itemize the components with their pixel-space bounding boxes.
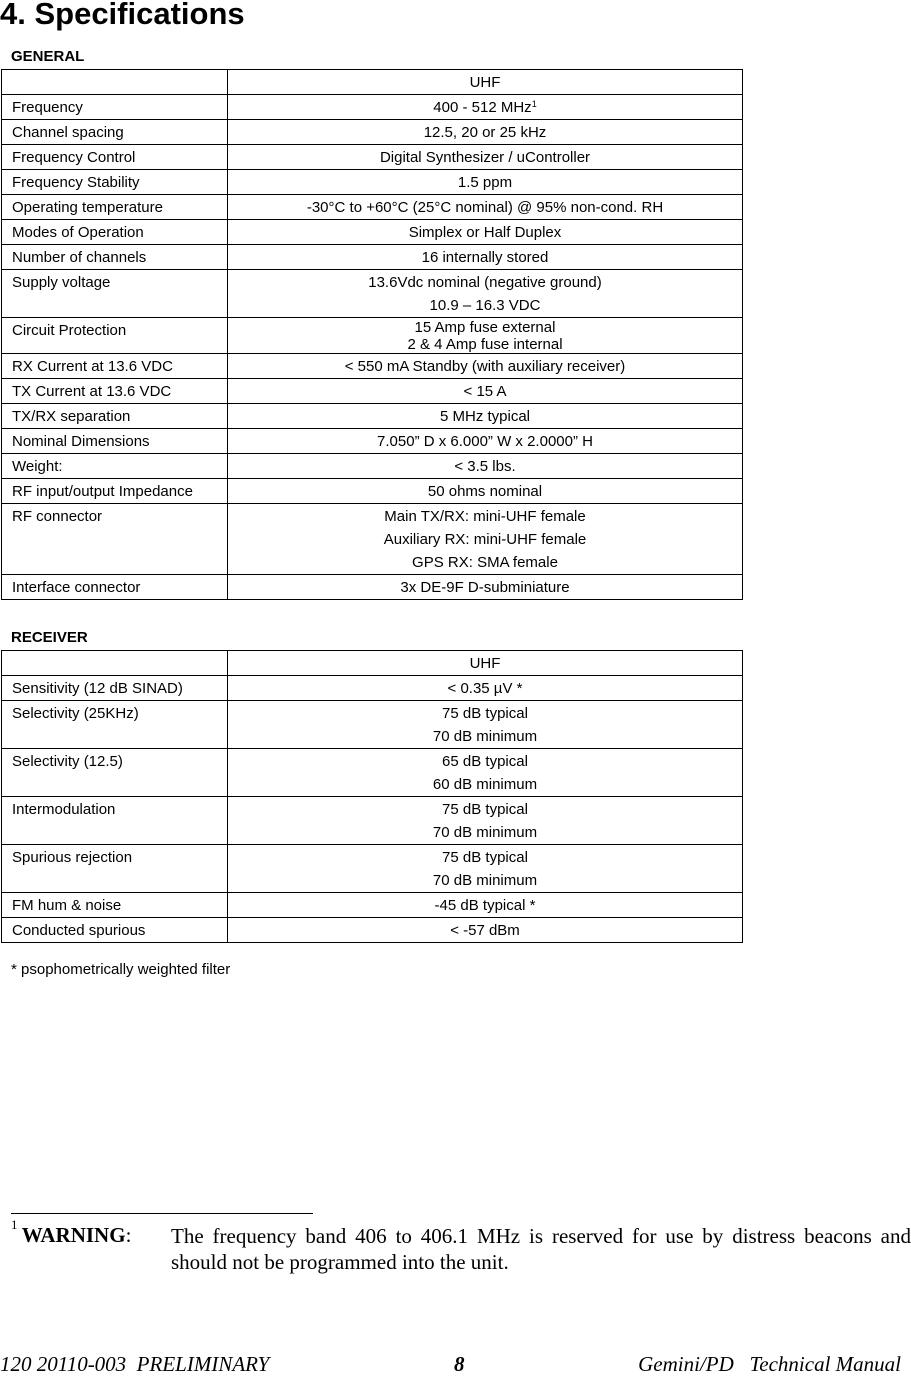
table-header-row bbox=[2, 70, 743, 95]
spec-value: < 3.5 lbs. bbox=[228, 454, 743, 479]
footer-doc-number: 120 20110-003 PRELIMINARY bbox=[0, 1352, 270, 1376]
table-row bbox=[2, 575, 743, 600]
spec-parameter: RF connector bbox=[2, 504, 228, 575]
table-row bbox=[2, 845, 743, 893]
table-row bbox=[2, 404, 743, 429]
table-row bbox=[2, 379, 743, 404]
table-row bbox=[2, 479, 743, 504]
table-row bbox=[2, 918, 743, 943]
spec-parameter: RF input/output Impedance bbox=[2, 479, 228, 504]
table-row bbox=[2, 454, 743, 479]
receiver-heading: RECEIVER bbox=[11, 629, 88, 646]
spec-parameter: Circuit Protection bbox=[2, 318, 228, 354]
spec-parameter: Operating temperature bbox=[2, 195, 228, 220]
table-row bbox=[2, 170, 743, 195]
table-row bbox=[2, 797, 743, 845]
table-row bbox=[2, 893, 743, 918]
spec-value: Main TX/RX: mini-UHF female Auxiliary RX: mini-UHF female GPS RX: SMA female bbox=[228, 504, 743, 575]
spec-parameter: Frequency Control bbox=[2, 145, 228, 170]
general-heading: GENERAL bbox=[11, 48, 85, 65]
footnote-colon: : bbox=[125, 1223, 132, 1247]
spec-parameter: RX Current at 13.6 VDC bbox=[2, 354, 228, 379]
footnote-label bbox=[11, 1217, 132, 1248]
spec-value: -30°C to +60°C (25°C nominal) @ 95% non-cond. RH bbox=[228, 195, 743, 220]
spec-value: 3x DE-9F D-subminiature bbox=[228, 575, 743, 600]
spec-parameter: Channel spacing bbox=[2, 120, 228, 145]
table-row bbox=[2, 270, 743, 318]
table-header-row bbox=[2, 651, 743, 676]
table-row bbox=[2, 245, 743, 270]
page-title: 4. Specifications bbox=[0, 0, 245, 31]
general-table-body bbox=[2, 70, 743, 600]
table-row bbox=[2, 504, 743, 575]
table-row bbox=[2, 354, 743, 379]
table-row bbox=[2, 701, 743, 749]
spec-parameter: Frequency Stability bbox=[2, 170, 228, 195]
spec-value: 400 - 512 MHz$^1$ bbox=[228, 95, 743, 120]
spec-value: 1.5 ppm bbox=[228, 170, 743, 195]
receiver-spec-table bbox=[1, 650, 743, 943]
table-row bbox=[2, 429, 743, 454]
spec-parameter: Modes of Operation bbox=[2, 220, 228, 245]
spec-value: Simplex or Half Duplex bbox=[228, 220, 743, 245]
table-row bbox=[2, 145, 743, 170]
footnote-reference: 1 bbox=[531, 99, 537, 109]
spec-parameter: Weight: bbox=[2, 454, 228, 479]
spec-parameter: Spurious rejection bbox=[2, 845, 228, 893]
spec-value: Digital Synthesizer / uController bbox=[228, 145, 743, 170]
table-header-empty-cell bbox=[2, 651, 228, 676]
footnote-warning: WARNING bbox=[21, 1223, 126, 1247]
table-row bbox=[2, 220, 743, 245]
spec-value: < 0.35 µV * bbox=[228, 676, 743, 701]
receiver-footnote-note: * psophometrically weighted filter bbox=[11, 961, 231, 978]
table-row bbox=[2, 676, 743, 701]
spec-value: < 550 mA Standby (with auxiliary receiver) bbox=[228, 354, 743, 379]
footnote-marker: 1 bbox=[11, 1217, 18, 1232]
spec-value: 15 Amp fuse external 2 & 4 Amp fuse internal bbox=[228, 318, 743, 354]
spec-parameter: Nominal Dimensions bbox=[2, 429, 228, 454]
table-row bbox=[2, 95, 743, 120]
spec-value: 5 MHz typical bbox=[228, 404, 743, 429]
footer-manual-title: Gemini/PD Technical Manual bbox=[638, 1352, 901, 1376]
spec-parameter: Selectivity (25KHz) bbox=[2, 701, 228, 749]
table-header-uhf: UHF bbox=[228, 70, 743, 95]
spec-parameter: Sensitivity (12 dB SINAD) bbox=[2, 676, 228, 701]
spec-parameter: Conducted spurious bbox=[2, 918, 228, 943]
table-header-uhf: UHF bbox=[228, 651, 743, 676]
spec-parameter: Supply voltage bbox=[2, 270, 228, 318]
footnote-text: The frequency band 406 to 406.1 MHz is reserved for use by distress beacons and should not be programmed into the unit. bbox=[171, 1224, 911, 1274]
footnote-separator bbox=[11, 1213, 313, 1214]
spec-parameter: Selectivity (12.5) bbox=[2, 749, 228, 797]
spec-value: 13.6Vdc nominal (negative ground) 10.9 – 16.3 VDC bbox=[228, 270, 743, 318]
footer-page-number: 8 bbox=[454, 1352, 465, 1376]
spec-parameter: TX/RX separation bbox=[2, 404, 228, 429]
spec-value: < 15 A bbox=[228, 379, 743, 404]
spec-value: -45 dB typical * bbox=[228, 893, 743, 918]
spec-parameter: Interface connector bbox=[2, 575, 228, 600]
spec-value: 16 internally stored bbox=[228, 245, 743, 270]
spec-value: 65 dB typical 60 dB minimum bbox=[228, 749, 743, 797]
spec-parameter: Number of channels bbox=[2, 245, 228, 270]
table-row bbox=[2, 318, 743, 354]
receiver-table-body bbox=[2, 651, 743, 943]
spec-value: 12.5, 20 or 25 kHz bbox=[228, 120, 743, 145]
table-row bbox=[2, 195, 743, 220]
spec-value: 7.050” D x 6.000” W x 2.0000” H bbox=[228, 429, 743, 454]
spec-parameter: Intermodulation bbox=[2, 797, 228, 845]
spec-value: < -57 dBm bbox=[228, 918, 743, 943]
spec-parameter: TX Current at 13.6 VDC bbox=[2, 379, 228, 404]
spec-parameter: Frequency bbox=[2, 95, 228, 120]
table-header-empty-cell bbox=[2, 70, 228, 95]
spec-value: 75 dB typical 70 dB minimum bbox=[228, 701, 743, 749]
table-row bbox=[2, 749, 743, 797]
spec-parameter: FM hum & noise bbox=[2, 893, 228, 918]
spec-value: 75 dB typical 70 dB minimum bbox=[228, 845, 743, 893]
spec-value: 50 ohms nominal bbox=[228, 479, 743, 504]
table-row bbox=[2, 120, 743, 145]
spec-value: 75 dB typical 70 dB minimum bbox=[228, 797, 743, 845]
general-spec-table bbox=[1, 69, 743, 600]
